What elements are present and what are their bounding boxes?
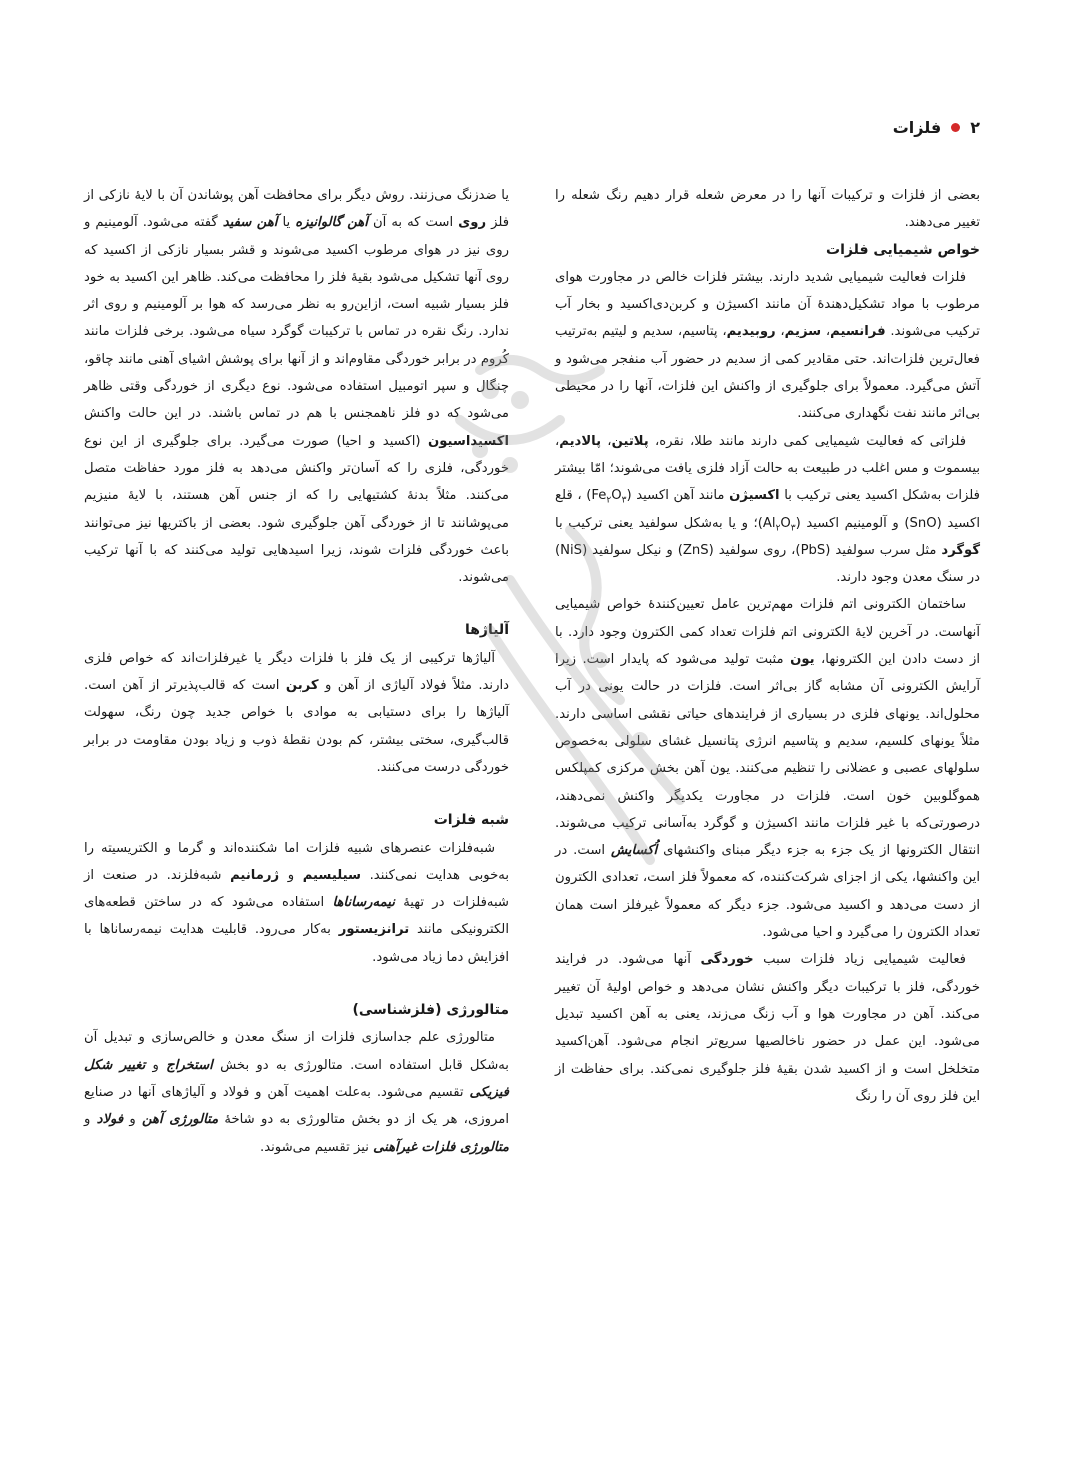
text-run: ، [821,324,831,340]
text-run: بعضی از فلزات و ترکیبات آنها را در معرض شعله قرار دهیم رنگ شعله را تغییر می‌دهند. [555,188,980,231]
text-run: O [780,515,791,531]
italic-term: آهن گالوانیزه [295,215,368,231]
bold-term: اکسیژن [729,488,780,504]
italic-term: فولاد [96,1112,124,1128]
text-run: است که قالب‌پذیرتر از آهن است. آلیاژها را برای دستیابی به موادی با خواص جدید چون رنگ، سهولت قالب‌گیری، سختی بیشتر، کم بودن نقطهٔ ذوب و زیاد بودن مقاومت در برابر خوردگی درست می‌کنند. [84,678,509,775]
bold-term: فرانسیم [830,324,886,340]
text-run: فلزاتی که فعالیت شیمیایی کمی دارند مانند طلا، نقره، [648,433,966,449]
subscript: ۳ [790,523,796,534]
bold-term: پلاتین [611,433,649,449]
text-run: و [123,1112,142,1128]
page-number: ۲ [970,118,980,137]
paragraph [555,946,980,1110]
text-run: متالورژی (فلزشناسی) [352,1002,509,1019]
text-run: است. در این واکنشها، یکی از اجزای شرکت‌کننده، که معمولاً فلز است، تعدادی الکترون از دست می‌دهد و اکسید می‌شود. جزء دیگر که معمولاً غیرفلز است همان تعداد الکترون را می‌گیرد و احیا می‌شود. [555,843,980,941]
paragraph [555,264,980,428]
subscript: ۲ [606,495,612,506]
text-run: مثل سرب سولفید (PbS)، روی سولفید (ZnS) و نیکل سولفید (NiS) در سنگ معدن وجود دارند. [555,542,980,586]
text-run: است که به آن [367,215,459,231]
italic-term: استخراج [166,1057,213,1073]
text-run: شبه‌فلزند. در صنعت از شبه‌فلزات در تهیهٔ [84,867,509,911]
bold-term: ترانزیستور [338,922,410,938]
text-run: خواص شیمیایی فلزات [826,241,980,258]
chapter-title: فلزات [892,118,942,137]
section-heading [84,997,509,1024]
paragraph [555,428,980,592]
right-column [555,182,980,1110]
section-spacer [84,591,509,617]
text-run: آلیاژها [464,622,509,639]
paragraph [84,645,509,781]
section-spacer [84,781,509,807]
paragraph [555,182,980,237]
section-spacer [84,971,509,997]
italic-term: اُکسایش [610,843,658,859]
text-run: یا ضدزنگ می‌زنند. روش دیگر برای محافظت آهن پوشاندن آن با لایهٔ نازکی از فلز [84,188,510,231]
text-run: یا [277,215,296,231]
bold-term: اکسیداسیون [427,433,509,449]
bold-term: روی [458,215,487,231]
text-run: فلزات فعالیت شیمیایی شدید دارند. بیشتر فلزات خالص در مجاورت هوای مرطوب با مواد تشکیل‌دهندهٔ آن مانند اکسیژن و کربن‌دی‌اکسید و بخار آب ترکیب می‌شوند. [555,269,980,340]
text-run: فعالیت شیمیایی زیاد فلزات سبب [753,952,966,968]
bold-term: کربن [285,678,319,694]
subscript: ۲ [775,523,781,534]
text-run: ) ، قلع اکسید (SnO) و آلومینیم اکسید (Al [555,488,980,531]
text-run: متالورژی علم جداسازی فلزات از سنگ معدن و خالص‌سازی و تبدیل آن به‌شکل قابل استفاده است. متالورژی به دو بخش [84,1030,509,1073]
text-run: مثبت تولید می‌شود که پایدار است. زیرا آرایش الکترونی آن مشابه گاز بی‌اثر است. فلزات در حالت یونی در آب محلول‌اند. یونهای فلزی در بسیاری از فرایندهای حیاتی نقشی اساسی دارند. مثلاً یونهای کلسیم، سدیم و پتاسیم انرژی پتانسیل غشای سلولی به‌خصوص سلولهای عصبی و عضلانی را تنظیم می‌کنند. یون آهن بخش مرکزی کمپلکس هموگلوبین خون است. فلزات در مجاورت یکدیگر واکنش نمی‌دهند، درصورتی‌که با غیر فلزات مانند اکسیژن و گوگرد به‌آسانی ترکیب می‌شوند. انتقال الکترونها از یک جزء به جزء دیگر مبنای واکنشهای [555,652,980,859]
text-run: ساختمان الکترونی اتم فلزات مهم‌ترین عامل تعیین‌کنندهٔ خواص شیمیایی آنهاست. در آخرین لایهٔ الکترونی اتم فلزات تعداد کمی الکترون وجود دارد. با از دست دادن این الکترونها، [555,597,980,668]
paragraph [84,1024,509,1160]
paragraph [84,182,509,591]
text-run: نیز تقسیم می‌شوند. [260,1139,374,1155]
bold-term: یون [790,652,815,668]
bold-term: پالادیم [559,433,602,449]
bold-term: روبیدیم [726,324,776,340]
left-column [84,182,509,1161]
text-run: و [145,1057,167,1073]
text-run: به‌کار می‌رود. قابلیت هدایت نیمه‌رساناها با افزایش دما زیاد می‌شود. [84,922,509,965]
text-run: شبه‌فلزات عنصرهای شبیه فلزات اما شکننده‌اند و گرما و الکتریسیته را به‌خوبی هدایت نمی‌کنند. [84,840,510,883]
text-run: O [611,488,622,504]
text-run: آلیاژها ترکیبی از یک فلز با فلزات دیگر یا غیرفلزات‌اند که خواص فلزی دارند. مثلاً فولاد آلیاژی از آهن و [84,650,510,694]
subscript: ۳ [621,495,627,506]
text-run: ، [775,324,785,340]
text-run: ، پتاسیم، سدیم و لیتیم به‌ترتیب فعال‌ترین فلزات‌اند. حتی مقادیر کمی از سدیم در حضور آب منفجر می‌شود و آتش می‌گیرد. معمولاً برای جلوگیری از واکنش این فلزات، آنها را در محیطی بی‌اثر مانند نفت نگهداری می‌کنند. [555,324,980,422]
italic-term: متالورژی فلزات غیرآهنی [373,1139,509,1155]
text-run: و [84,1112,97,1128]
bold-term: سزیم [784,324,822,340]
bold-term: ژرمانیم [230,867,280,883]
text-run: )؛ و یا به‌شکل سولفید یعنی ترکیب با [555,515,763,531]
section-heading [555,237,980,264]
bold-term: خوردگی [700,952,754,968]
text-run: استفاده می‌شود که در ساختن قطعه‌های الکترونیکی مانند [84,895,509,938]
bold-term: گوگرد [941,542,980,558]
section-heading [84,807,509,834]
text-run: آنها می‌شود. در فرایند خوردگی، فلز با ترکیبات دیگر واکنش نشان می‌دهد و خواص اولیهٔ آن تغییر می‌کند. آهن در مجاورت هوا و آب زنگ می‌زند، یعنی به آهن اکسید تبدیل می‌شود. این عمل در حضور ناخالصیها سریع‌تر انجام می‌شود. آهن‌اکسید متخلخل است و از اکسید شدن بقیهٔ فلز جلوگیری نمی‌کند. برای حفاظت از این فلز روی آن را رنگ [555,952,980,1104]
text-run: گفته می‌شود. آلومینیم و روی نیز در هوای مرطوب اکسید می‌شوند و قشر بسیار نازکی از اکسید که روی آنها تشکیل می‌شود بقیهٔ فلز را محافظت می‌کند. ظاهر این اکسید به خود فلز بسیار شبیه است، ازاین‌رو به نظر می‌رسد که هوا بر آلومینیم و روی اثر ندارد. رنگ نقره در تماس با ترکیبات گوگرد سیاه می‌شود. برخی فلزات مانند کُروم در برابر خوردگی مقاوم‌اند و از آنها برای پوشش اشیای آهنی مانند چاقو، چنگال و سپر اتومبیل استفاده می‌شود. نوع دیگری از خوردگی وقتی ظاهر می‌شود که دو فلز ناهمجنس با هم در تماس باشند. در این حالت واکنش [84,215,509,422]
italic-term: تغییر شکل فیزیکی [84,1057,509,1100]
bullet-dot-icon [951,123,960,132]
paragraph [84,835,509,971]
page-header [893,118,980,137]
text-run: و [279,867,303,883]
bold-term: سیلیسیم [302,867,361,883]
section-heading [84,617,509,644]
italic-term: نیمه‌رساناها [332,895,395,911]
text-run: شبه فلزات [433,812,509,829]
text-run: ، [601,433,612,449]
text-run: (اکسید و احیا) صورت می‌گیرد. برای جلوگیری از این نوع خوردگی، فلزی را که آسان‌تر واکنش می‌دهد به فلز مورد حفاظت متصل می‌کنند. مثلاً بدنهٔ کشتیهایی را که از جنس آهن هستند، با لایهٔ منیزیم می‌پوشانند تا از خوردگی آهن جلوگیری شود. بعضی از باکتریها نیز می‌توانند باعث خوردگی فلزات شوند، زیرا اسیدهایی تولید می‌کنند که با آنها ترکیب می‌شوند. [84,433,509,586]
paragraph [555,591,980,946]
text-run: تقسیم می‌شود. به‌علت اهمیت آهن و فولاد و آلیاژهای آنها در صنایع امروزی، هر یک از دو بخش متالورژی به دو شاخهٔ [84,1084,510,1128]
italic-term: متالورژی آهن [141,1112,219,1128]
text-run: ، بیسموت و مس اغلب در طبیعت به حالت آزاد فلزی یافت می‌شوند؛ امّا بیشتر فلزات به‌شکل اکسید یعنی ترکیب با [555,433,980,504]
italic-term: آهن سفید [222,215,278,231]
text-run: مانند آهن اکسید (Fe [591,488,730,504]
